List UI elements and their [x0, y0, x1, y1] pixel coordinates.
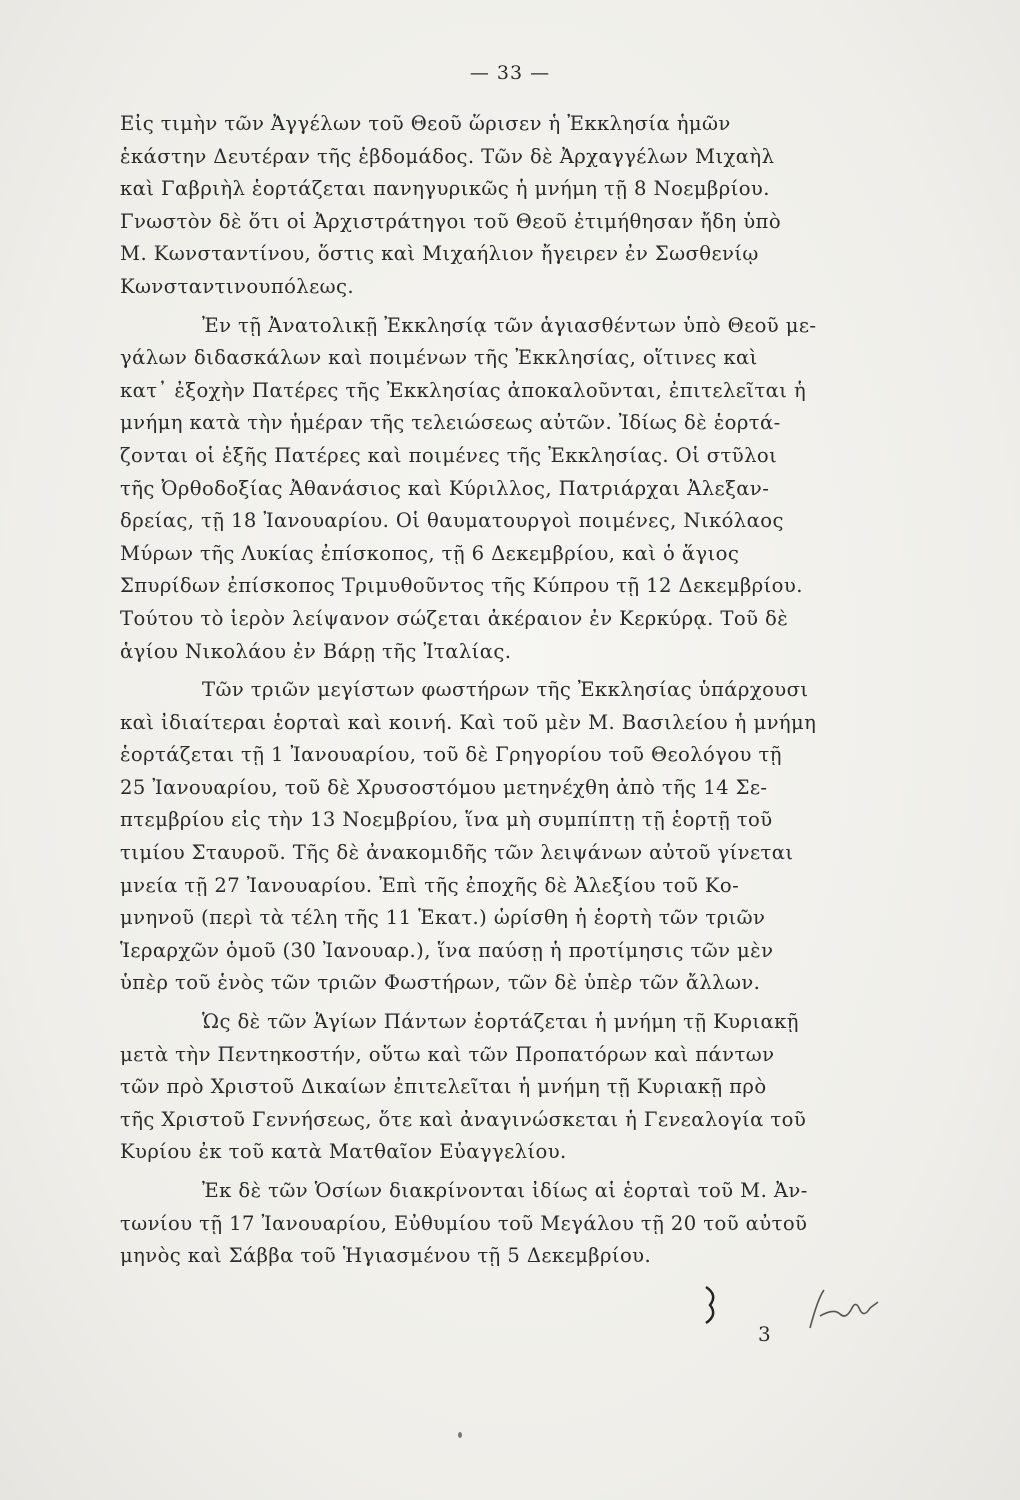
text-body	[120, 108, 852, 1273]
text-line: μηνὸς καὶ Σάββα τοῦ Ἡγιασμένου τῇ 5 Δεκεμβρίου.	[120, 1244, 652, 1268]
text-line: Ἱεραρχῶν ὁμοῦ (30 Ἰανουαρ.), ἵνα παύσῃ ἡ προτίμησις τῶν μὲν	[120, 938, 774, 962]
handwritten-bracket-icon	[702, 1285, 722, 1325]
text-line: Μύρων τῆς Λυκίας ἐπίσκοπος, τῇ 6 Δεκεμβρίου, καὶ ὁ ἅγιος	[120, 541, 740, 565]
text-line: Κυρίου ἐκ τοῦ κατὰ Ματθαῖον Εὐαγγελίου.	[120, 1140, 567, 1164]
handwritten-signature-icon	[800, 1278, 890, 1338]
text-line: Τῶν τριῶν μεγίστων φωστήρων τῆς Ἐκκλησίας ὑπάρχουσι	[202, 678, 809, 702]
text-line: 25 Ἰανουαρίου, τοῦ δὲ Χρυσοστόμου μετηνέχθη ἀπὸ τῆς 14 Σε-	[120, 775, 768, 799]
text-line: ἁγίου Νικολάου ἐν Βάρῃ τῆς Ἰταλίας.	[120, 639, 512, 663]
text-line: τιμίου Σταυροῦ. Τῆς δὲ ἀνακομιδῆς τῶν λειψάνων αὐτοῦ γίνεται	[120, 841, 794, 865]
text-line: Εἰς τιμὴν τῶν Ἀγγέλων τοῦ Θεοῦ ὥρισεν ἡ Ἐκκλησία ἡμῶν	[120, 112, 731, 135]
paragraph-fathers	[120, 310, 852, 669]
text-line: τωνίου τῇ 17 Ἰανουαρίου, Εὐθυμίου τοῦ Μεγάλου τῇ 20 τοῦ αὐτοῦ	[120, 1211, 808, 1235]
text-line: μνεία τῇ 27 Ἰανουαρίου. Ἐπὶ τῆς ἐποχῆς δὲ Ἀλεξίου τοῦ Κο-	[120, 873, 740, 897]
text-line: ζονται οἱ ἑξῆς Πατέρες καὶ ποιμένες τῆς Ἐκκλησίας. Οἱ στῦλοι	[120, 443, 778, 467]
paragraph-all-saints	[120, 1006, 852, 1169]
paper-speck	[458, 1432, 462, 1438]
text-line: Ἐν τῇ Ἀνατολικῇ Ἐκκλησίᾳ τῶν ἁγιασθέντων ὑπὸ Θεοῦ με-	[202, 313, 817, 337]
text-line: δρείας, τῇ 18 Ἰανουαρίου. Οἱ θαυματουργοὶ ποιμένες, Νικόλαος	[120, 509, 784, 533]
text-line: Τούτου τὸ ἱερὸν λείψανον σώζεται ἀκέραιον ἐν Κερκύρᾳ. Τοῦ δὲ	[120, 606, 789, 630]
text-line: ὑπὲρ τοῦ ἑνὸς τῶν τριῶν Φωστήρων, τῶν δὲ ὑπὲρ τῶν ἄλλων.	[120, 971, 761, 995]
text-line: Ὡς δὲ τῶν Ἁγίων Πάντων ἑορτάζεται ἡ μνήμη τῇ Κυριακῇ	[202, 1010, 799, 1034]
text-line: μνήμη κατὰ τὴν ἡμέραν τῆς τελειώσεως αὐτῶν. Ἰδίως δὲ ἑορτά-	[120, 411, 781, 435]
text-line: μετὰ τὴν Πεντηκοστήν, οὕτω καὶ τῶν Προπατόρων καὶ πάντων	[120, 1042, 775, 1066]
text-line: Ἐκ δὲ τῶν Ὁσίων διακρίνονται ἰδίως αἱ ἑορταὶ τοῦ Μ. Ἀν-	[202, 1179, 808, 1202]
text-line: καὶ Γαβριὴλ ἑορτάζεται πανηγυρικῶς ἡ μνήμη τῇ 8 Νοεμβρίου.	[120, 177, 770, 201]
paragraph-angels	[120, 108, 852, 304]
text-line: γάλων διδασκάλων καὶ ποιμένων τῆς Ἐκκλησίας, οἵτινες καὶ	[120, 346, 758, 370]
text-line: Μ. Κωνσταντίνου, ὅστις καὶ Μιχαήλιον ἤγειρεν ἐν Σωσθενίῳ	[120, 242, 759, 266]
text-line: τῶν πρὸ Χριστοῦ Δικαίων ἐπιτελεῖται ἡ μνήμη τῇ Κυριακῇ πρὸ	[120, 1075, 767, 1099]
text-line: Σπυρίδων ἐπίσκοπος Τριμυθοῦντος τῆς Κύπρου τῇ 12 Δεκεμβρίου.	[120, 574, 803, 598]
text-line: τῆς Ὀρθοδοξίας Ἀθανάσιος καὶ Κύριλλος, Πατριάρχαι Ἀλεξαν-	[120, 476, 770, 500]
text-line: ἑορτάζεται τῇ 1 Ἰανουαρίου, τοῦ δὲ Γρηγορίου τοῦ Θεολόγου τῇ	[120, 743, 782, 767]
text-line: Κωνσταντινουπόλεως.	[120, 274, 355, 298]
paragraph-three-hierarchs	[120, 674, 852, 1000]
text-line: καὶ ἰδιαίτεραι ἑορταὶ καὶ κοινή. Καὶ τοῦ μὲν Μ. Βασιλείου ἡ μνήμη	[120, 710, 817, 734]
text-line: πτεμβρίου εἰς τὴν 13 Νοεμβρίου, ἵνα μὴ συμπίπτῃ τῇ ἑορτῇ τοῦ	[120, 808, 773, 832]
text-line: Γνωστὸν δὲ ὅτι οἱ Ἀρχιστράτηγοι τοῦ Θεοῦ ἐτιμήθησαν ἤδη ὑπὸ	[120, 209, 782, 233]
paragraph-venerables	[120, 1175, 852, 1273]
text-line: τῆς Χριστοῦ Γεννήσεως, ὅτε καὶ ἀναγινώσκεται ἡ Γενεαλογία τοῦ	[120, 1107, 807, 1131]
signature-mark: 3	[758, 1322, 771, 1346]
page-number: — 33 —	[469, 62, 551, 84]
text-line: μνηνοῦ (περὶ τὰ τέλη τῆς 11 Ἑκατ.) ὡρίσθη ἡ ἑορτὴ τῶν τριῶν	[120, 906, 766, 930]
text-line: ἑκάστην Δευτέραν τῆς ἑβδομάδος. Τῶν δὲ Ἀρχαγγέλων Μιχαὴλ	[120, 144, 775, 168]
text-line: κατ᾽ ἐξοχὴν Πατέρες τῆς Ἐκκλησίας ἀποκαλοῦνται, ἐπιτελεῖται ἡ	[120, 378, 807, 402]
